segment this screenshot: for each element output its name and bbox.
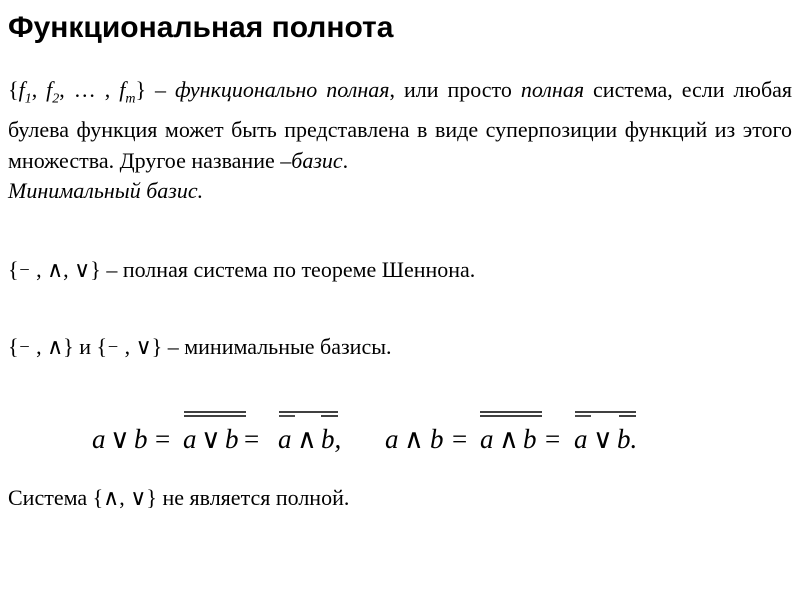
- not-complete-statement: Система {∧, ∨} не является полной.: [8, 485, 350, 510]
- minimal-bases-statement: { ‾ , ∧} и { ‾ , ∨} – минимальные базисы.: [8, 334, 392, 369]
- svg-text:a: a: [278, 424, 292, 454]
- svg-text:∧: ∧: [499, 424, 519, 454]
- svg-text:b: b: [523, 424, 537, 454]
- sep: ,: [31, 77, 47, 102]
- dash: –: [146, 77, 176, 102]
- negation-symbol: ‾: [20, 344, 29, 369]
- definition-paragraph: [8, 74, 792, 176]
- negation-bars: [184, 412, 636, 416]
- svg-text:a: a: [92, 424, 106, 454]
- period: .: [342, 148, 349, 174]
- svg-text:=: =: [545, 424, 561, 454]
- set-close: }: [135, 77, 147, 102]
- formula-1: [92, 424, 341, 454]
- svg-text:a: a: [574, 424, 588, 454]
- minimal-basis-heading: Минимальный базис.: [8, 178, 204, 203]
- svg-text:∧: ∧: [297, 424, 317, 454]
- shannon-statement: { ‾ , ∧, ∨} – полная система по теореме Шеннона.: [8, 257, 476, 292]
- svg-text:=: =: [244, 424, 260, 454]
- set-open: {: [8, 77, 19, 102]
- svg-text:a: a: [385, 424, 399, 454]
- de-morgan-formulas: [0, 395, 800, 465]
- svg-text:b,: b,: [321, 424, 342, 454]
- svg-text:=: =: [155, 424, 171, 454]
- term-functionally-complete: функционально полная: [175, 77, 390, 102]
- term-complete: полная: [520, 77, 585, 102]
- negation-symbol: ‾: [109, 344, 117, 369]
- svg-text:b: b: [134, 424, 148, 454]
- formula-2: [385, 424, 637, 454]
- negation-symbol: ‾: [20, 267, 29, 292]
- svg-text:∨: ∨: [110, 424, 130, 454]
- fm: $f_m$: [119, 77, 136, 107]
- svg-text:a: a: [183, 424, 197, 454]
- text-mid2: система, если любая булева функция может быть представлена в виде суперпозиции функций из этого множества. Другое название –: [8, 77, 793, 174]
- f2: $f_2$: [46, 77, 60, 107]
- svg-text:a: a: [480, 424, 494, 454]
- svg-text:b: b: [225, 424, 239, 454]
- svg-text:∨: ∨: [593, 424, 613, 454]
- f1: $f_1$: [18, 77, 32, 107]
- ellipsis: , … ,: [59, 77, 120, 102]
- svg-text:=: =: [452, 424, 468, 454]
- svg-text:∨: ∨: [201, 424, 221, 454]
- svg-text:b: b: [430, 424, 444, 454]
- svg-text:b.: b.: [617, 424, 638, 454]
- page-title: Функциональная полнота: [8, 11, 394, 44]
- text-mid1: , или просто: [389, 77, 521, 102]
- svg-text:∧: ∧: [404, 424, 424, 454]
- term-basis: базис: [291, 148, 343, 174]
